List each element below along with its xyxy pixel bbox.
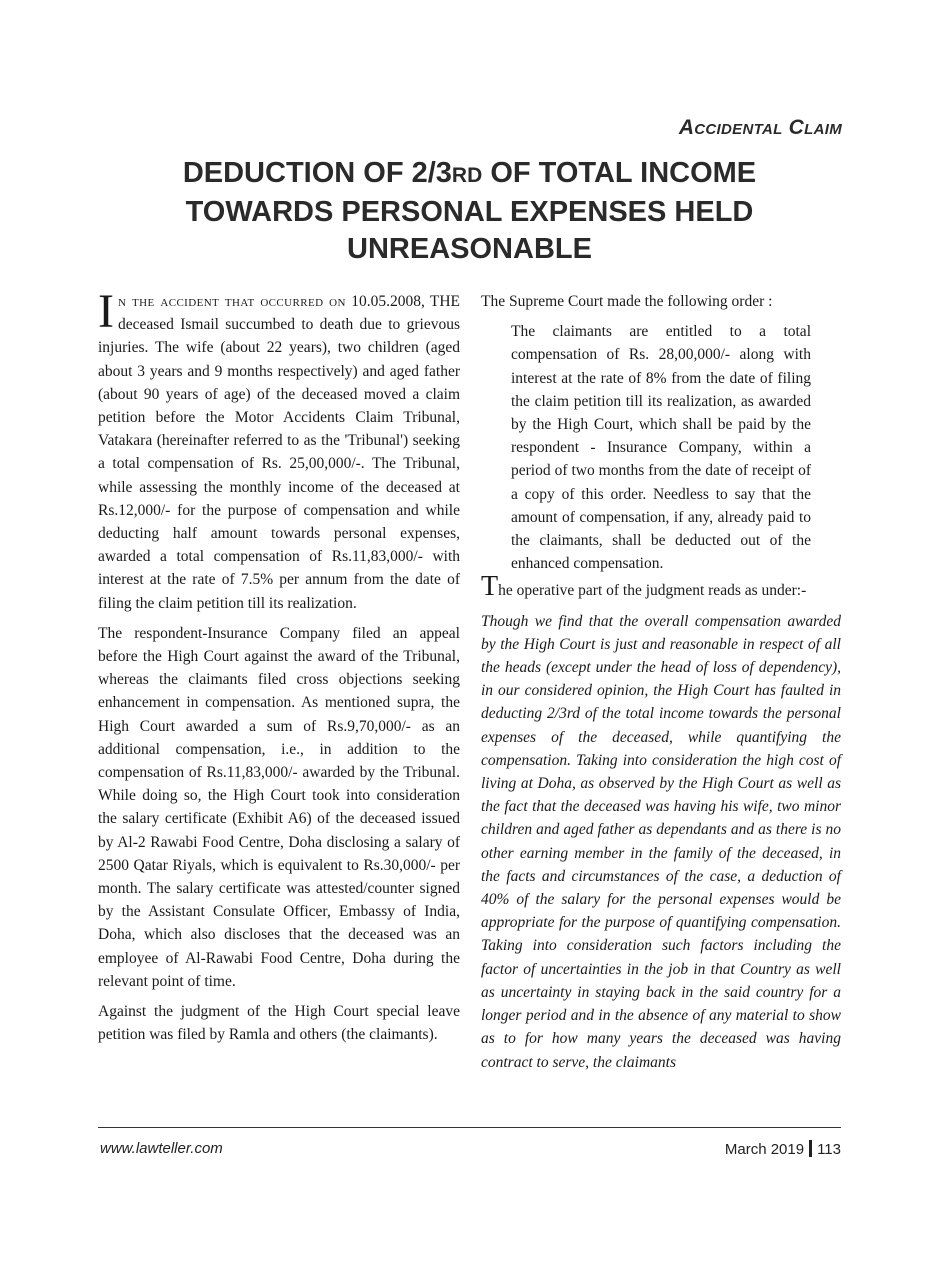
page-number: 113 [817,1141,841,1158]
title-part-1: DEDUCTION OF 2/3 [182,157,452,189]
right-column [481,290,841,1081]
operative-intro [481,571,841,603]
intro-lead: n the accident that occurred on [117,293,346,310]
intro-paragraph [98,285,460,615]
operative-cap: T [481,571,499,603]
issue-date: March 2019 [724,1141,805,1158]
section-label: Accidental Claim [678,116,842,139]
title-superscript: RD [451,164,483,187]
intro-body: 10.05.2008, THE deceased Ismail succumbed to death due to grievous injuries. The wife (about 22 years), two children (aged about 3 years and 9 months respectively) and aged father (about 90 years of age) of the deceased moved a claim petition before the Motor Accidents Claim Tribunal, Vatakara (hereinafter referred to as the 'Tribunal') seeking a total compensation of Rs. 25,00,000/-. The Tribunal, while assessing the monthly income of the deceased at Rs.12,000/- for the purpose of compensation and while deducting half amount towards personal expenses, awarded a total compensation of Rs.11,83,000/- with interest at the rate of 7.5% per annum from the date of filing the claim petition till its realization. [98,293,460,612]
footer-divider [98,1127,841,1128]
title-part-2: OF TOTAL INCOME TOWARDS PERSONAL EXPENSES HELD UNREASONABLE [185,157,757,265]
drop-cap: I [98,285,114,338]
judgment-excerpt: Though we find that the overall compensation awarded by the High Court is just and reasonable in respect of all the heads (except under the head of loss of dependency), in our considered opinion, the High Court has faulted in deducting 2/3rd of the total income towards the personal expenses of the deceased, while quantifying the compensation. Taking into consideration the high cost of living at Doha, as observed by the High Court as well as the fact that the deceased was having his wife, two minor children and aged father as dependants and as there is no other earning member in the family of the deceased, in the facts and circumstances of the case, a deduction of 40% of the salary for the personal expenses would be appropriate for the purpose of quantifying compensation. Taking into consideration such factors including the factor of uncertainties in the job in that Country as well as uncertainty in staying back in the said country for a longer period and in the absence of any material to show as to for how many years the deceased was having contract to serve, the claimants [481,612,841,1071]
footer-issue-info [725,1140,841,1158]
operative-rest: he operative part of the judgment reads as under:- [498,582,807,600]
footer-separator [809,1140,812,1157]
order-intro: The Supreme Court made the following order : [481,293,773,310]
left-column [98,285,460,1054]
article-title [130,155,809,268]
slp-paragraph: Against the judgment of the High Court special leave petition was filed by Ramla and others (the claimants). [98,1003,460,1044]
order-quote: The claimants are entitled to a total compensation of Rs. 28,00,000/- along with interest at the rate of 8% from the date of filing the claim petition till its realization, as awarded by the High Court, which shall be paid by the respondent - Insurance Company, within a period of two months from the date of receipt of a copy of this order. Needless to say that the amount of compensation, if any, already paid to the claimants, shall be deducted out of the enhanced compensation. [511,323,811,573]
footer-website: www.lawteller.com [100,1140,223,1157]
appeal-paragraph: The respondent-Insurance Company filed an appeal before the High Court against the award of the Tribunal, whereas the claimants filed cross objections seeking enhancement in compensation. As mentioned supra, the High Court awarded a sum of Rs.9,70,000/- as an additional compensation, i.e., in addition to the compensation of Rs.11,83,000/- awarded by the Tribunal. While doing so, the High Court took into consideration the salary certificate (Exhibit A6) of the deceased issued by Al-2 Rawabi Food Centre, Doha disclosing a salary of 2500 Qatar Riyals, which is equivalent to Rs.30,000/- per month. The salary certificate was attested/counter signed by the Assistant Consulate Officer, Embassy of India, Doha, which also discloses that the deceased was an employee of Al-Rawabi Food Centre, Doha during the relevant point of time. [98,624,460,990]
